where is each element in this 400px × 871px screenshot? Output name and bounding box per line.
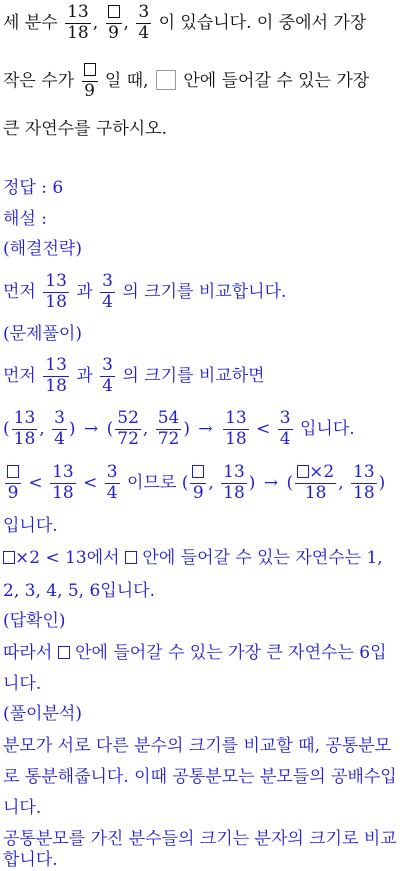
answer-blank-box — [156, 70, 176, 90]
paren: ) — [68, 418, 76, 439]
denominator: 18 — [353, 482, 375, 503]
label-text: (답확인) — [3, 611, 66, 631]
numerator: 3 — [138, 2, 150, 22]
paren: ( — [3, 418, 10, 439]
strategy-label — [3, 241, 82, 258]
denominator: 4 — [54, 428, 65, 449]
denominator: 18 — [45, 291, 67, 312]
fraction-52-72 — [115, 410, 141, 449]
numerator: 13 — [45, 355, 67, 375]
solve-line-5 — [3, 550, 383, 567]
arrow: → — [198, 418, 213, 439]
numerator: 3 — [279, 408, 291, 428]
fraction-3-4 — [136, 4, 151, 43]
denominator: 4 — [106, 482, 118, 503]
fraction-13-18 — [43, 357, 69, 396]
paren: ) — [248, 472, 256, 493]
text: 합니다. — [3, 850, 58, 870]
text: 입니다. — [300, 418, 355, 439]
less-than: < — [83, 472, 98, 493]
comma: , — [142, 418, 149, 439]
text: 분모가 서로 다른 분수의 크기를 비교할 때, 공통분모 — [3, 736, 392, 756]
arrow: → — [83, 418, 99, 439]
question-text: 큰 자연수를 구하시오. — [3, 119, 168, 139]
text: ×2 < 13에서 — [15, 548, 120, 568]
text: 이므로 — [127, 472, 177, 493]
question-line-3 — [3, 121, 167, 138]
question-text: 일 때, — [104, 70, 149, 91]
denominator: 9 — [84, 80, 95, 101]
denominator: 72 — [117, 428, 139, 449]
explanation-label — [3, 211, 47, 228]
label-text: (풀이분석) — [3, 704, 82, 724]
blank-box — [58, 646, 70, 659]
check-line-2 — [3, 676, 41, 693]
fraction-54-72 — [156, 410, 182, 449]
blank-box — [3, 551, 15, 564]
denominator: 4 — [102, 375, 113, 396]
solve-line-4 — [3, 518, 58, 535]
numerator: 13 — [52, 462, 74, 482]
analysis-line-4 — [3, 831, 397, 848]
label-text: (문제풀이) — [3, 324, 82, 344]
blank-box — [108, 5, 120, 18]
analysis-line-1 — [3, 738, 391, 755]
fraction-box-9 — [5, 464, 21, 503]
fraction-3-4 — [105, 464, 120, 503]
analysis-label — [3, 706, 82, 723]
analysis-line-2 — [3, 769, 397, 786]
numerator: 3 — [102, 355, 113, 375]
blank-box — [297, 465, 309, 478]
blank-box — [84, 63, 96, 76]
denominator: 4 — [138, 22, 150, 43]
numerator: 13 — [67, 2, 89, 22]
numerator: 3 — [106, 462, 118, 482]
answer-line — [3, 180, 63, 197]
text: 의 크기를 비교합니다. — [122, 281, 287, 302]
paren: ) — [183, 418, 190, 439]
comma: , — [208, 472, 214, 493]
numerator: 13 — [13, 408, 36, 428]
denominator: 9 — [192, 482, 204, 503]
fraction-3-4 — [100, 357, 115, 396]
question-line-1: 세 분수 $\frac{13}{18}$ , 9 , $\frac{3}{4}$ 이 있습니다. 이 중에서 가장 — [3, 2, 367, 43]
comma: , — [39, 418, 45, 439]
less-than: < — [28, 472, 43, 493]
numerator: 13 — [45, 271, 67, 291]
text: 니다. — [3, 798, 42, 818]
question-line-2 — [3, 62, 369, 101]
text: 따라서 — [3, 643, 53, 663]
times-two: ×2 — [309, 462, 335, 482]
fraction-13-18 — [65, 4, 91, 43]
paren: ) — [378, 472, 386, 493]
numerator: 3 — [54, 408, 65, 428]
strategy-line — [3, 273, 286, 312]
fraction-boxx2-18 — [295, 464, 336, 503]
denominator: 18 — [67, 22, 89, 43]
comma: , — [338, 472, 344, 493]
denominator: 18 — [52, 482, 74, 503]
answer-text: 정답 : 6 — [3, 178, 64, 198]
paren: ( — [181, 472, 189, 493]
numerator: 3 — [102, 271, 113, 291]
blank-box — [125, 551, 137, 564]
text: 입니다. — [3, 516, 58, 536]
denominator: 72 — [157, 428, 180, 449]
analysis-line-3 — [3, 800, 41, 817]
label-text: 해설 : — [3, 209, 47, 229]
fraction-13-18 — [223, 410, 249, 449]
numerator: 54 — [157, 408, 180, 428]
label-text: (해결전략) — [3, 239, 82, 259]
solve-label — [3, 326, 82, 343]
text: 의 크기를 비교하면 — [122, 365, 265, 386]
analysis-line-5 — [3, 852, 58, 869]
question-text: 세 분수 — [3, 12, 58, 33]
check-label — [3, 613, 66, 630]
denominator: 4 — [279, 428, 291, 449]
text: 먼저 — [3, 365, 36, 386]
paren: ( — [286, 472, 294, 493]
fraction-box-9 — [106, 4, 122, 43]
text: 과 — [76, 281, 93, 302]
question-text: 이 있습니다. 이 중에서 가장 — [158, 12, 367, 33]
blank-box — [192, 465, 204, 478]
numerator: 52 — [117, 408, 139, 428]
text: 과 — [76, 365, 93, 386]
fraction-13-18 — [43, 273, 69, 312]
denominator: 18 — [45, 375, 67, 396]
text: 로 통분해줍니다. 이때 공통분모는 분모들의 공배수입 — [3, 767, 397, 787]
question-text: 작은 수가 — [3, 70, 75, 91]
arrow: → — [263, 472, 279, 493]
text: 2, 3, 4, 5, 6입니다. — [3, 581, 155, 601]
less-than: < — [256, 418, 271, 439]
fraction-13-18 — [50, 464, 76, 503]
denominator: 9 — [108, 22, 119, 43]
paren: ( — [106, 418, 114, 439]
denominator: 18 — [225, 428, 247, 449]
fraction-box-9 — [82, 62, 98, 101]
fraction-3-4 — [278, 410, 293, 449]
fraction-13-18 — [12, 410, 38, 449]
numerator: 13 — [353, 462, 375, 482]
fraction-3-4 — [100, 273, 115, 312]
text: 공통분모를 가진 분수들의 크기는 분자의 크기로 비교 — [3, 829, 397, 849]
fraction-13-18 — [351, 464, 377, 503]
question-text: 안에 들어갈 수 있는 가장 — [183, 70, 370, 91]
text: 먼저 — [3, 281, 36, 302]
numerator: 13 — [223, 462, 245, 482]
numerator: 13 — [225, 408, 247, 428]
denominator: 9 — [7, 482, 19, 503]
text: 니다. — [3, 674, 42, 694]
blank-box — [7, 465, 19, 478]
check-line-1 — [3, 645, 387, 662]
text: 안에 들어갈 수 있는 자연수는 1, — [142, 548, 383, 568]
denominator: 18 — [304, 482, 327, 503]
text: 안에 들어갈 수 있는 가장 큰 자연수는 6입 — [75, 643, 387, 663]
denominator: 18 — [13, 428, 36, 449]
solve-line-3 — [3, 464, 385, 503]
solve-line-6 — [3, 583, 155, 600]
denominator: 18 — [223, 482, 245, 503]
fraction-box-9 — [190, 464, 206, 503]
solve-line-1 — [3, 357, 265, 396]
denominator: 4 — [102, 291, 113, 312]
fraction-13-18 — [221, 464, 247, 503]
fraction-3-4 — [52, 410, 67, 449]
solve-line-2 — [3, 410, 355, 449]
